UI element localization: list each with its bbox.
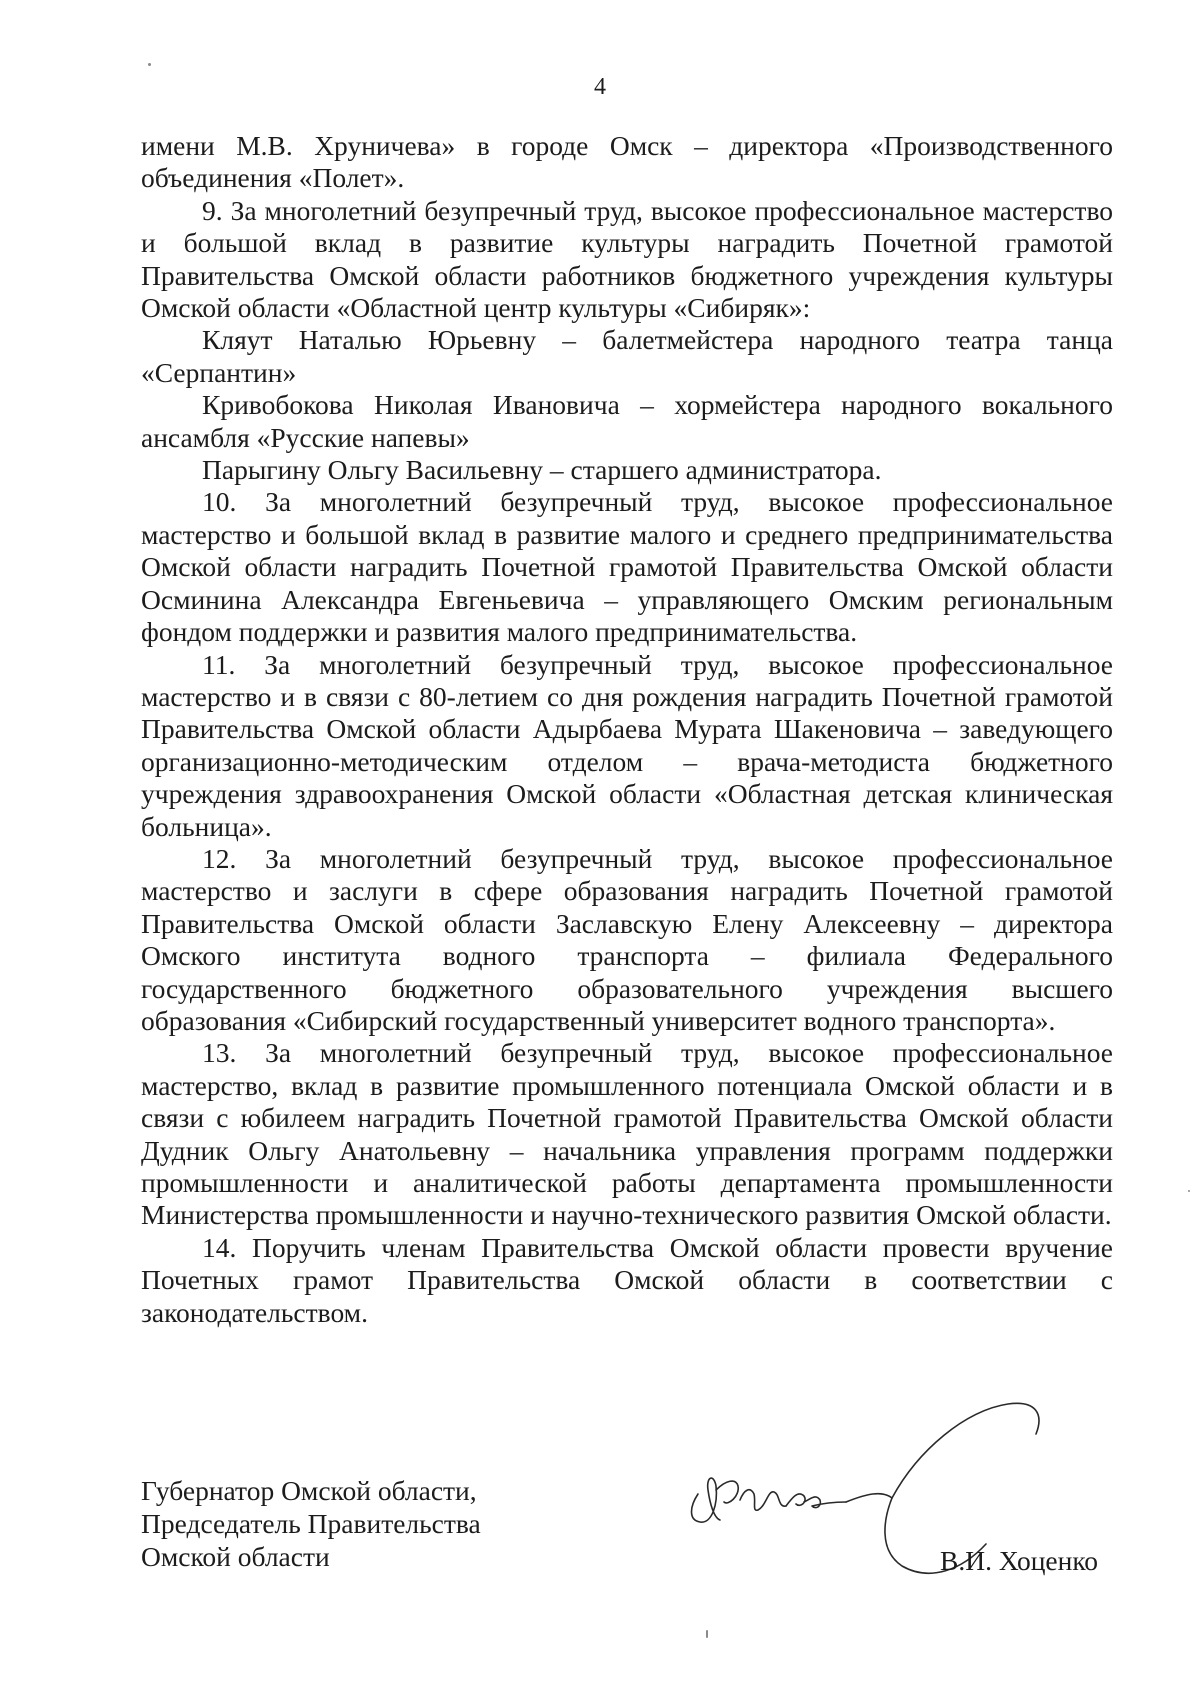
document-body xyxy=(141,130,1113,1329)
scan-speck xyxy=(706,1630,708,1638)
page-number: 4 xyxy=(594,74,606,100)
signatory-position-line: Омской области xyxy=(141,1541,330,1572)
signatory-position xyxy=(141,1474,641,1573)
awardee-parygina: Парыгину Ольгу Васильевну – старшего администратора. xyxy=(202,454,882,486)
paragraph-item-9: 9. За многолетний безупречный труд, высокое профессиональное мастерство и большой вклад в развитие культуры наградить Почетной грамотой Правительства Омской области работников бюджетного учреждения культуры Омской области «Областной центр культуры «Сибиряк»: xyxy=(141,194,1113,324)
signatory-position-line: Председатель Правительства xyxy=(141,1508,481,1539)
paragraph-item-13: 13. За многолетний безупречный труд, высокое профессиональное мастерство, вклад в развитие промышленного потенциала Омской области и в связи с юбилеем наградить Почетной грамотой Правительства Омской области Дудник Ольгу Анатольевну – начальника управления программ поддержки промышленности и аналитической работы департамента промышленности Министерства промышленности и научно-технического развития Омской области. xyxy=(141,1037,1113,1231)
awardee-klyaut: Кляут Наталью Юрьевну – балетмейстера народного театра танца «Серпантин» xyxy=(141,324,1113,388)
paragraph-item-10: 10. За многолетний безупречный труд, высокое профессиональное мастерство и большой вклад в развитие малого и среднего предпринимательства Омской области наградить Почетной грамотой Правительства Омской области Осминина Александра Евгеньевича – управляющего Омским региональным фондом поддержки и развития малого предпринимательства. xyxy=(141,486,1113,648)
awardee-krivobokov: Кривобокова Николая Ивановича – хормейстера народного вокального ансамбля «Русские напевы» xyxy=(141,389,1113,453)
paragraph-item-14: 14. Поручить членам Правительства Омской области провести вручение Почетных грамот Правительства Омской области в соответствии с законодательством. xyxy=(141,1231,1113,1328)
scan-speck xyxy=(148,63,151,66)
paragraph-item-11: 11. За многолетний безупречный труд, высокое профессиональное мастерство и в связи с 80-летием со дня рождения наградить Почетной грамотой Правительства Омской области Адырбаева Мурата Шакеновича – заведующего организационно-методическим отделом – врача-методиста бюджетного учреждения здравоохранения Омской области «Областная детская клиническая больница». xyxy=(141,648,1113,842)
signatory-position-line: Губернатор Омской области, xyxy=(141,1475,477,1506)
paragraph-continuation: имени М.В. Хруничева» в городе Омск – директора «Производственного объединения «Полет». xyxy=(141,130,1113,194)
signatory-name: В.И. Хоценко xyxy=(940,1545,1099,1576)
scan-speck xyxy=(1188,1190,1190,1192)
paragraph-item-12: 12. За многолетний безупречный труд, высокое профессиональное мастерство и заслуги в сфере образования наградить Почетной грамотой Правительства Омской области Заславскую Елену Алексеевну – директора Омского института водного транспорта – филиала Федерального государственного бюджетного образовательного учреждения высшего образования «Сибирский государственный университет водного транспорта». xyxy=(141,842,1113,1036)
